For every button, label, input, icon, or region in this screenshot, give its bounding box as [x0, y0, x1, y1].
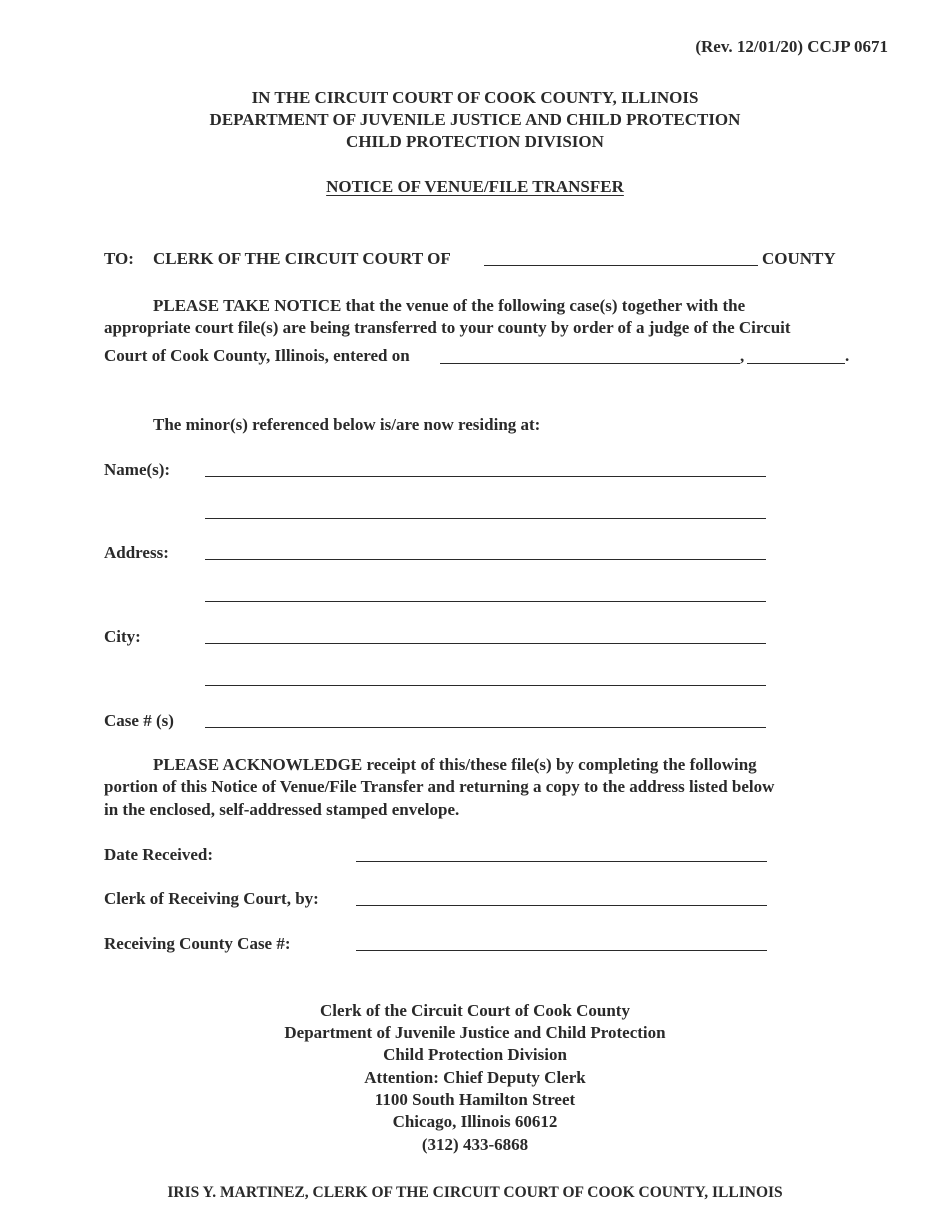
names-field-2[interactable] — [205, 518, 766, 519]
notice-line3: Court of Cook County, Illinois, entered on — [104, 346, 410, 365]
county-label: COUNTY — [762, 249, 836, 268]
return-address-line4: Attention: Chief Deputy Clerk — [364, 1068, 586, 1087]
court-header-line3: CHILD PROTECTION DIVISION — [346, 132, 604, 151]
acknowledge-line1: PLEASE ACKNOWLEDGE receipt of this/these file(s) by completing the following — [153, 755, 757, 774]
receiving-case-label: Receiving County Case #: — [104, 934, 291, 953]
city-field-1[interactable] — [205, 643, 766, 644]
city-label: City: — [104, 627, 141, 646]
document-title: NOTICE OF VENUE/FILE TRANSFER — [326, 177, 624, 196]
notice-line1: PLEASE TAKE NOTICE that the venue of the following case(s) together with the — [153, 296, 746, 315]
address-field-1[interactable] — [205, 559, 766, 560]
notice-line2: appropriate court file(s) are being transferred to your county by order of a judge of the Circuit — [104, 318, 791, 337]
county-name-blank[interactable] — [484, 265, 758, 266]
return-address-line5: 1100 South Hamilton Street — [374, 1090, 576, 1109]
clerk-receiving-label: Clerk of Receiving Court, by: — [104, 889, 319, 908]
acknowledge-line2: portion of this Notice of Venue/File Transfer and returning a copy to the address listed below — [104, 777, 775, 796]
address-field-2[interactable] — [205, 601, 766, 602]
acknowledge-line3: in the enclosed, self-addressed stamped envelope. — [104, 800, 460, 819]
return-address-line3: Child Protection Division — [383, 1045, 567, 1064]
receiving-case-field[interactable] — [356, 950, 767, 951]
case-numbers-label: Case # (s) — [104, 711, 174, 730]
residing-text: The minor(s) referenced below is/are now residing at: — [153, 415, 541, 434]
entered-on-date-blank[interactable] — [440, 363, 740, 364]
names-field-1[interactable] — [205, 476, 766, 477]
notice-period: . — [845, 346, 850, 365]
clerk-receiving-field[interactable] — [356, 905, 767, 906]
return-address-line2: Department of Juvenile Justice and Child Protection — [284, 1023, 666, 1042]
court-header-line2: DEPARTMENT OF JUVENILE JUSTICE AND CHILD PROTECTION — [209, 110, 741, 129]
city-field-2[interactable] — [205, 685, 766, 686]
to-clerk-text: CLERK OF THE CIRCUIT COURT OF — [153, 249, 451, 268]
address-label: Address: — [104, 543, 169, 562]
form-number: (Rev. 12/01/20) CCJP 0671 — [695, 37, 888, 56]
case-numbers-field[interactable] — [205, 727, 766, 728]
return-address-line6: Chicago, Illinois 60612 — [392, 1112, 558, 1131]
entered-on-year-blank[interactable] — [747, 363, 845, 364]
to-label: TO: — [104, 249, 134, 268]
court-header-line1: IN THE CIRCUIT COURT OF COOK COUNTY, ILLINOIS — [251, 88, 699, 107]
names-label: Name(s): — [104, 460, 171, 479]
date-received-label: Date Received: — [104, 845, 214, 864]
date-received-field[interactable] — [356, 861, 767, 862]
clerk-footer: IRIS Y. MARTINEZ, CLERK OF THE CIRCUIT COURT OF COOK COUNTY, ILLINOIS — [167, 1184, 783, 1201]
return-address-line7: (312) 433-6868 — [421, 1135, 529, 1154]
notice-comma: , — [740, 346, 745, 365]
return-address-line1: Clerk of the Circuit Court of Cook County — [320, 1001, 630, 1020]
